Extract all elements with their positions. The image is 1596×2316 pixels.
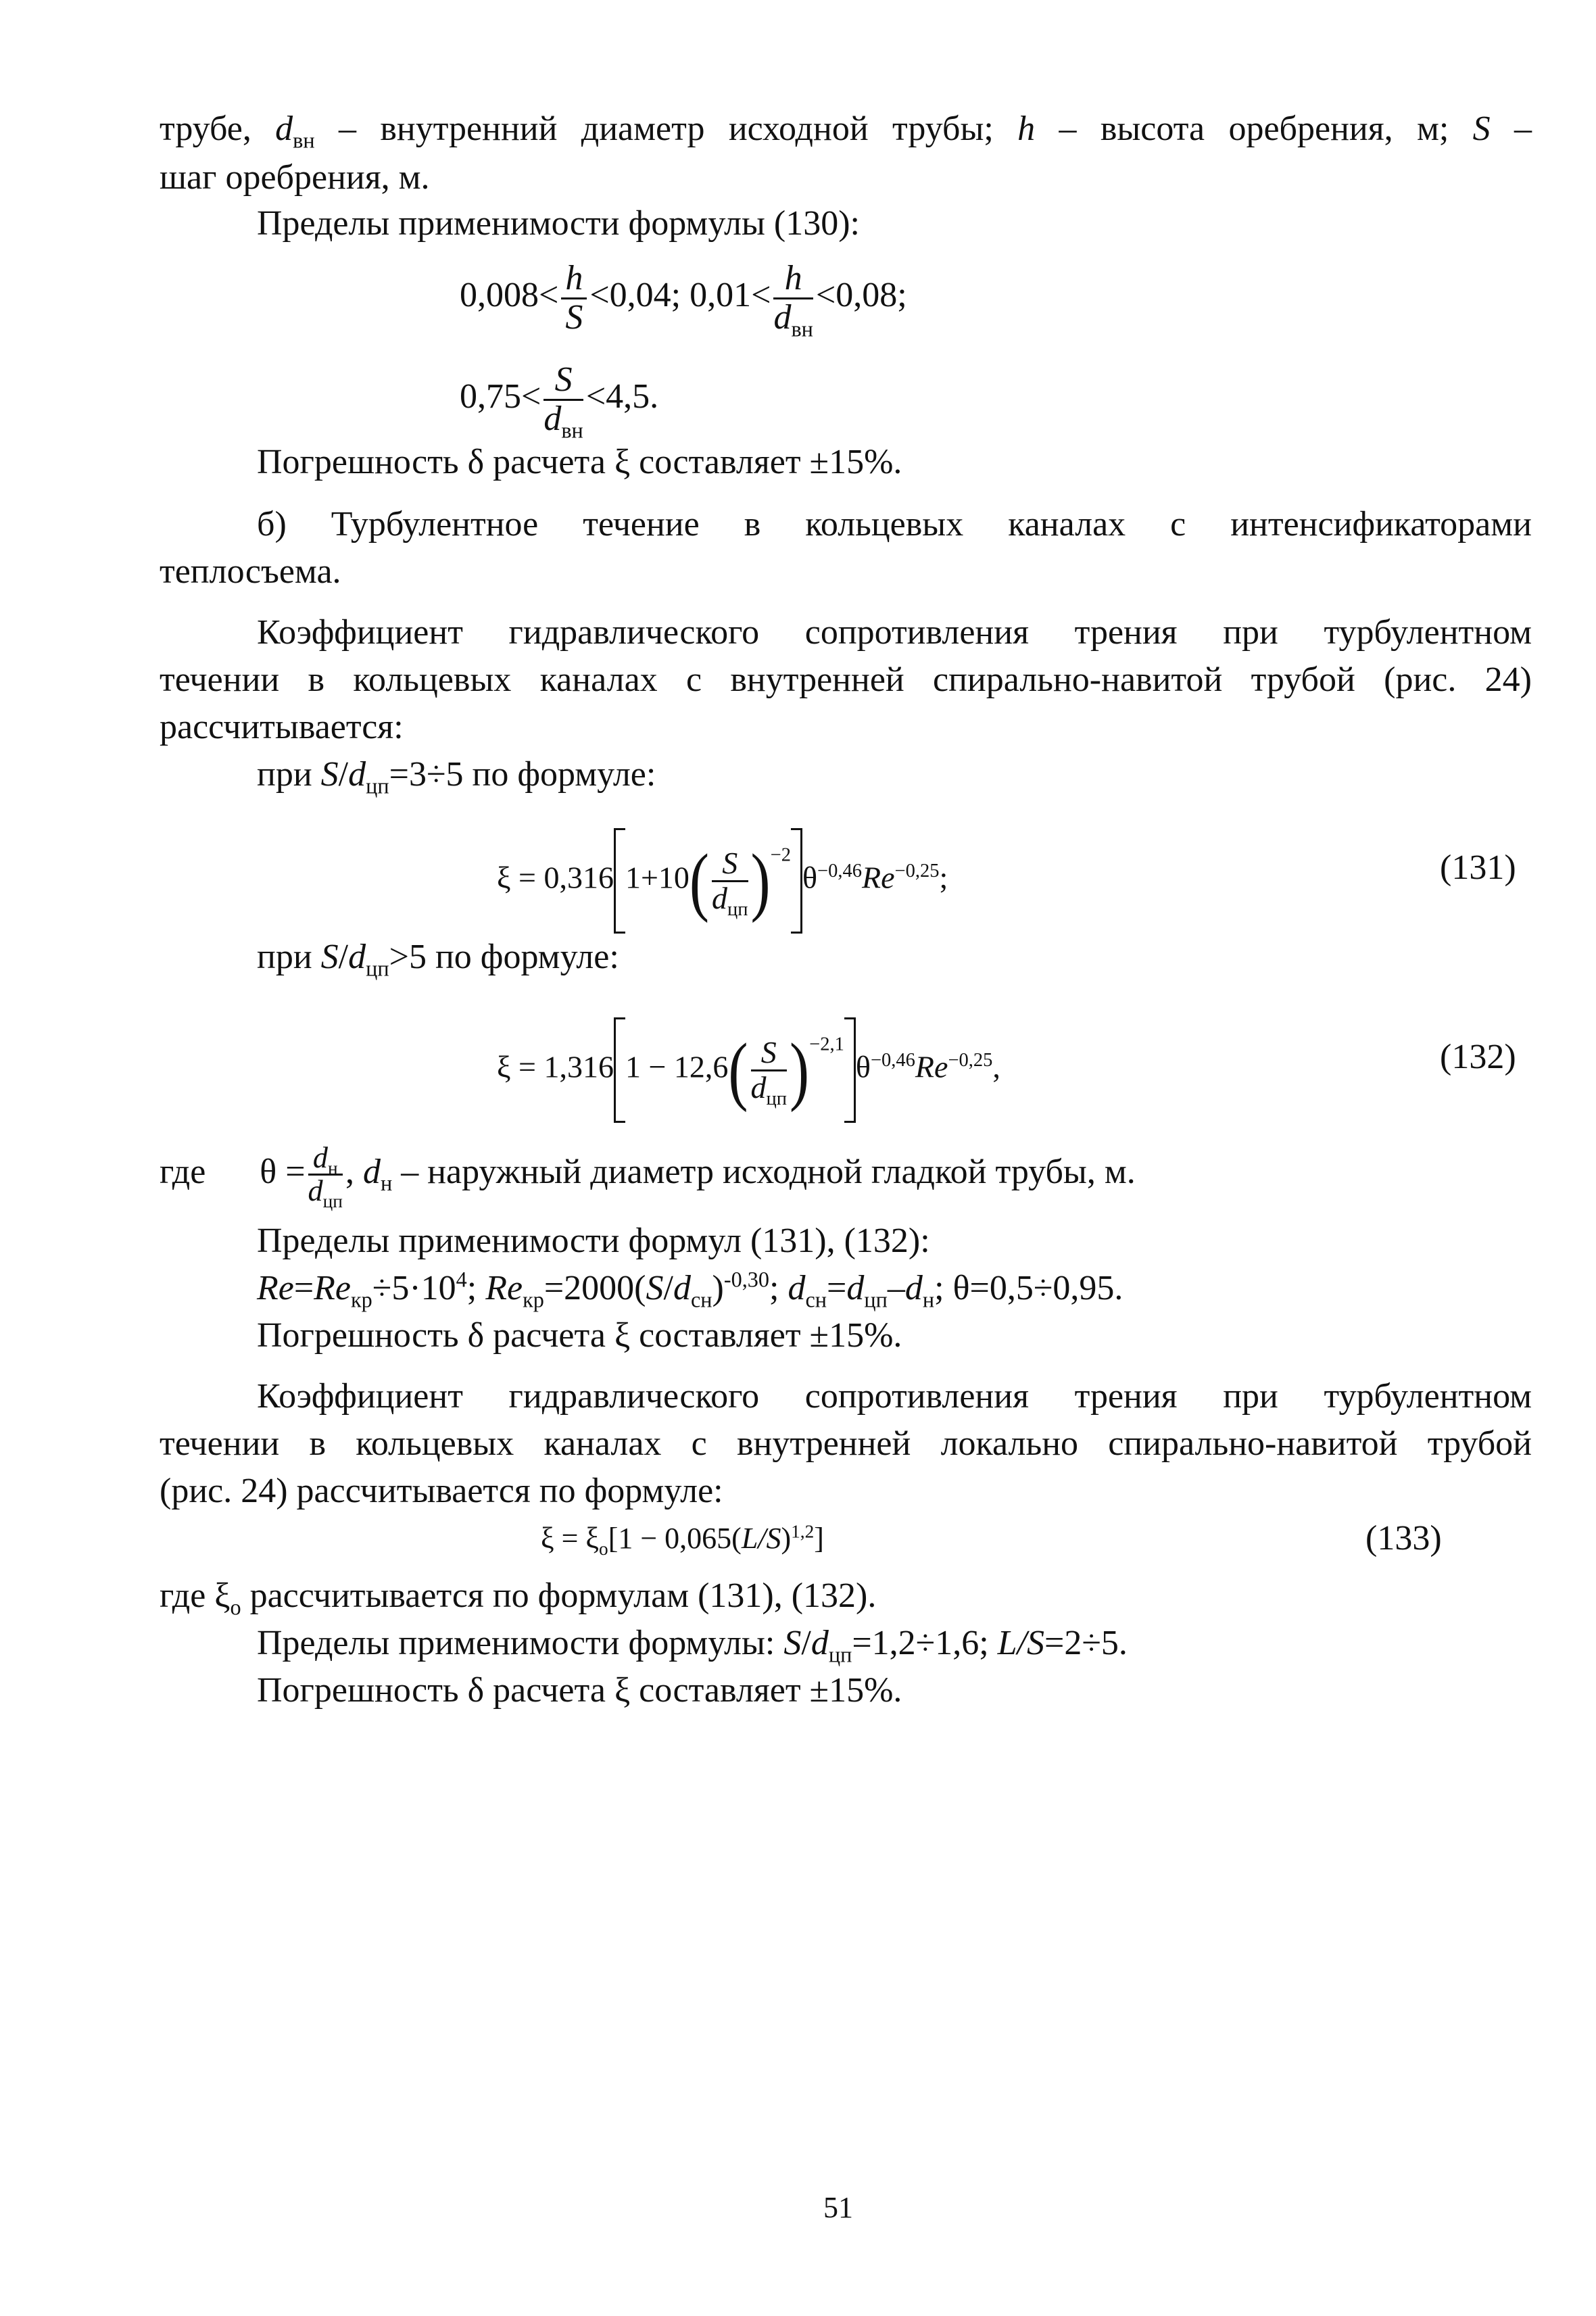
text: <0,08; bbox=[815, 276, 907, 315]
sub-vn: вн bbox=[293, 128, 315, 153]
error-133: Погрешность δ расчета ξ составляет ±15%. bbox=[257, 1671, 902, 1710]
text: 0,008< bbox=[460, 276, 559, 315]
fraction-dn-dcp: $\frac{d_н}{d_{цп}}$ bbox=[308, 1141, 343, 1212]
limits-130-title: Пределы применимости формулы (130): bbox=[257, 204, 860, 243]
para2-line-2: течении в кольцевых каналах с внутренней локально спирально-навитой трубой bbox=[160, 1424, 1532, 1463]
text: 0,75< bbox=[460, 377, 541, 416]
cond-131: при $S/d_{цп}=3\div 5$ по формуле: bbox=[257, 755, 656, 798]
fraction-s-dvn: $\frac{S}{d_{вн}}$ bbox=[543, 360, 583, 442]
para1-line-2: течении в кольцевых каналах с внутренней спирально-навитой трубой (рис. 24) bbox=[160, 660, 1532, 699]
error-130: Погрешность δ расчета ξ составляет ±15%. bbox=[257, 443, 902, 481]
limits-131-values: $Re=Re_{кр}\div 5\cdot 10^4$; $Re_{кр}=2000(S/d_{сн})^{-0,30}$; $d_{сн}=d_{цп}-d_н$; θ=0,5÷0,95. bbox=[257, 1267, 1123, 1312]
section-b-line-1: б) Турбулентное течение в кольцевых каналах с интенсификаторами bbox=[257, 505, 1532, 544]
cond-132: при $S/d_{цп}>5$ по формуле: bbox=[257, 938, 619, 981]
var-h: h bbox=[1017, 110, 1036, 148]
fraction-s-dcp: $\frac{S}{d_{цп}}$ bbox=[712, 846, 748, 920]
equation-132: ξ = 1,316 1 − 12,6( $\frac{S}{d_{цп}}$ )$^{-2,1}\theta^{-0,46}Re^{-0,25}$, bbox=[497, 1017, 1000, 1123]
var-s: S bbox=[1472, 110, 1491, 148]
text: <4,5. bbox=[585, 377, 659, 416]
error-131: Погрешность δ расчета ξ составляет ±15%. bbox=[257, 1316, 902, 1355]
text-line-2: шаг оребрения, м. bbox=[160, 158, 430, 197]
limits-130-row1 bbox=[460, 259, 907, 341]
where-theta: где θ = $\frac{d_н}{d_{цп}}$ , $d_н$ – наружный диаметр исходной гладкой трубы, м. bbox=[160, 1141, 1136, 1212]
fraction-h-s: $\frac{h}{S}$ bbox=[561, 260, 587, 336]
text: – bbox=[1490, 110, 1532, 148]
equation-number-132: (132) bbox=[1440, 1038, 1516, 1076]
para1-line-3: рассчитывается: bbox=[160, 708, 404, 746]
equation-131: ξ = 0,316 1+10( $\frac{S}{d_{цп}}$ )$^{-2}\theta^{-0,46}Re^{-0,25}$; bbox=[497, 828, 948, 934]
limits-133: Пределы применимости формулы: $S/d_{цп}=1,2\div 1,6$; L/S=2÷5. bbox=[257, 1624, 1128, 1667]
para1-line-1: Коэффициент гидравлического сопротивления трения при турбулентном bbox=[257, 613, 1532, 652]
text: <0,04; 0,01< bbox=[589, 276, 771, 315]
para2-line-1: Коэффициент гидравлического сопротивления трения при турбулентном bbox=[257, 1377, 1532, 1416]
fraction-s-dcp: $\frac{S}{d_{цп}}$ bbox=[750, 1035, 788, 1109]
para2-line-3: (рис. 24) рассчитывается по формуле: bbox=[160, 1472, 723, 1510]
text-line-1 bbox=[160, 108, 1532, 153]
text: – высота оребрения, м; bbox=[1035, 110, 1473, 148]
where-xi0: где $\xi_o$ рассчитывается по формулам (131), (132). bbox=[160, 1576, 877, 1620]
text: – внутренний диаметр исходной трубы; bbox=[314, 110, 1018, 148]
limits-131-title: Пределы применимости формул (131), (132): bbox=[257, 1222, 930, 1260]
equation-number-131: (131) bbox=[1440, 848, 1516, 887]
var-d: d bbox=[275, 110, 293, 148]
equation-number-133: (133) bbox=[1365, 1519, 1442, 1558]
text: трубе, bbox=[160, 110, 276, 148]
page-number: 51 bbox=[823, 2191, 853, 2224]
fraction-h-dvn: $\frac{h}{d_{вн}}$ bbox=[773, 259, 813, 341]
section-b-line-2: теплосъема. bbox=[160, 552, 341, 591]
limits-130-row2 bbox=[460, 360, 659, 442]
equation-133: $\xi = \xi_o[1 - 0,065(L/S)^{1,2}]$ bbox=[541, 1521, 824, 1559]
